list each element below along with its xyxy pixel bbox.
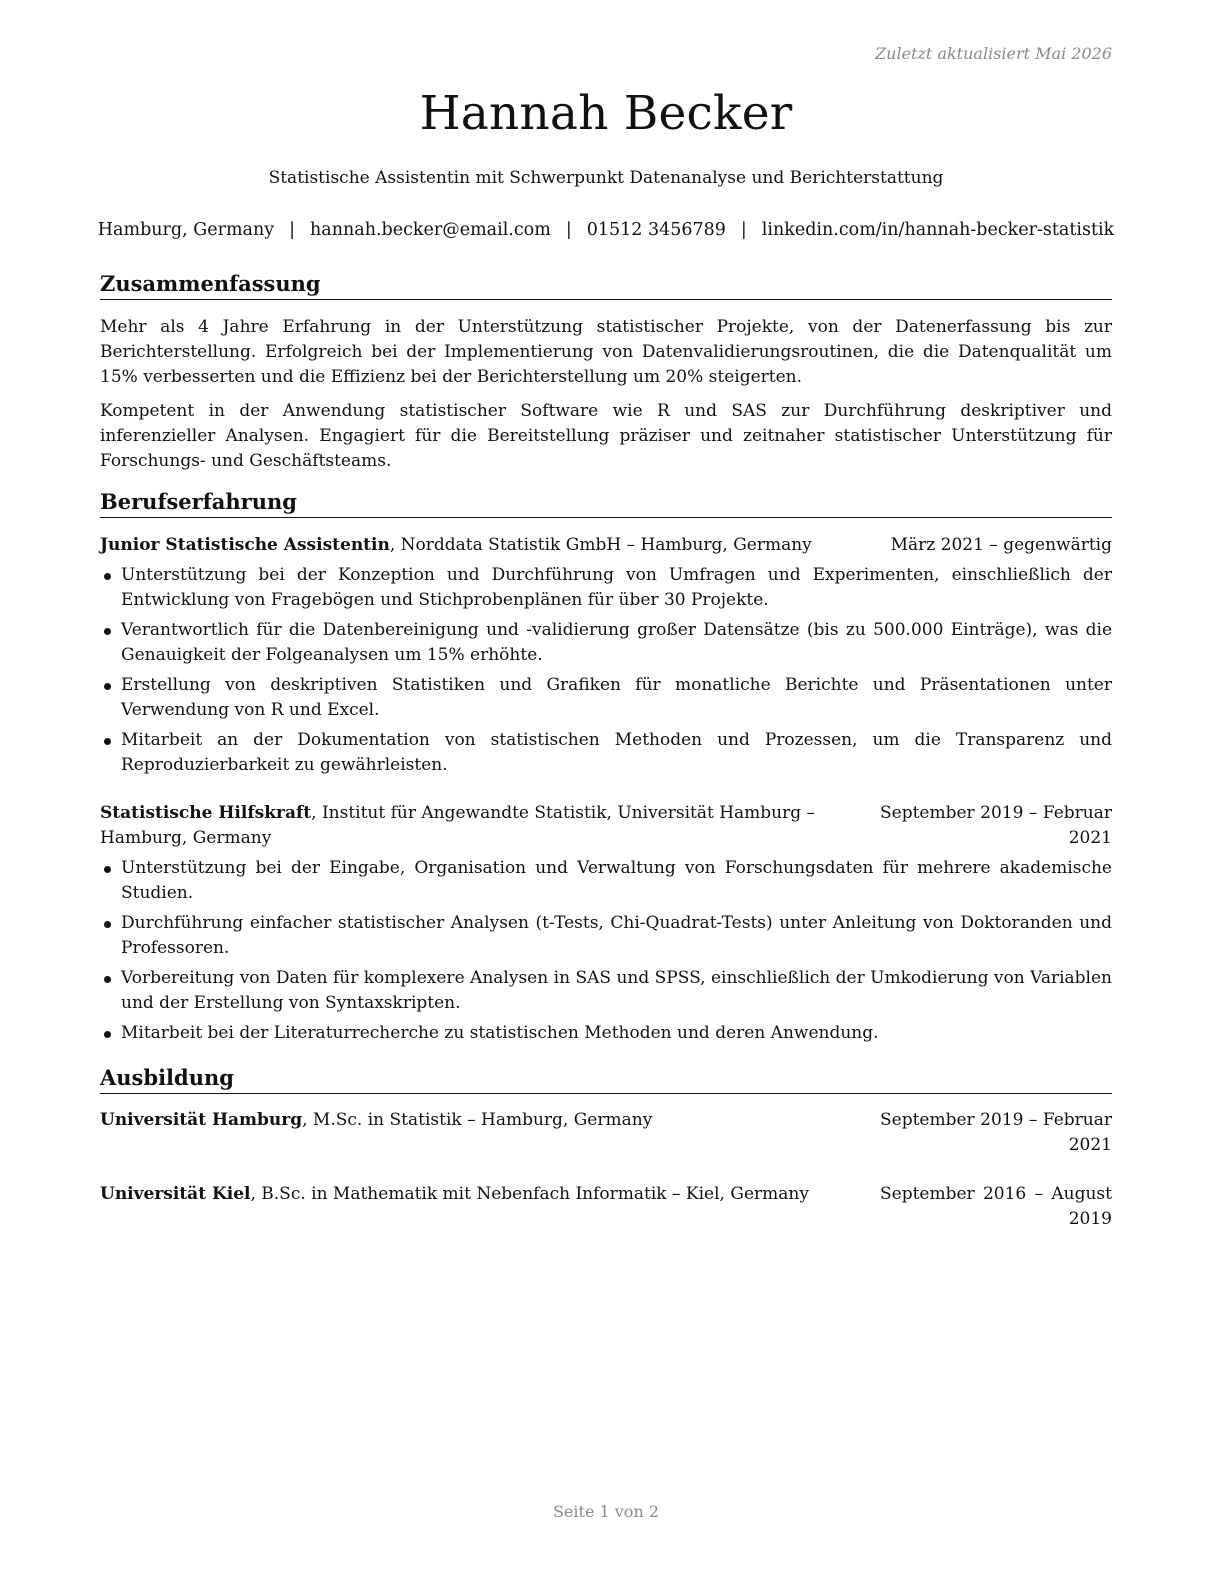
bullet-icon [104,738,111,745]
job-bullet: Unterstützung bei der Konzeption und Durchführung von Umfragen und Experimenten, einschließlich der Entwicklung von Fragebögen und Stichprobenplänen für über 30 Projekte. [100,563,1112,613]
bullet-icon [104,1031,111,1038]
bullet-icon [104,683,111,690]
summary-paragraph: Kompetent in der Anwendung statistischer Software wie R und SAS zur Durchführung deskriptiver und inferenzieller Analysen. Engagiert für die Bereitstellung präziser und zeitnaher statistischer Unterstützung für Forschungs- und Geschäftsteams. [100,401,1112,471]
job-employer: , Institut für Angewandte Statistik, Universität Hamburg – Hamburg, Germany [100,803,816,848]
job-bullet: Durchführung einfacher statistischer Analysen (t-Tests, Chi-Quadrat-Tests) unter Anleitung von Doktoranden und Professoren. [100,911,1112,961]
last-updated-note: Zuletzt aktualisiert Mai 2026 [875,44,1112,63]
candidate-name: Hannah Becker [419,86,793,141]
job-header [100,801,1112,851]
job-header [100,533,1112,558]
bullet-icon [104,866,111,873]
section-title-experience: Berufserfahrung [100,489,1112,518]
job-bullet: Vorbereitung von Daten für komplexere Analysen in SAS und SPSS, einschließlich der Umkodierung von Variablen und der Erstellung von Syntaxskripten. [100,966,1112,1016]
contact-phone[interactable]: 01512 3456789 [586,220,726,240]
education-dates: September 2019 – Februar 2021 [880,1110,1112,1155]
job-bullet-list [100,856,1112,1051]
education-title-line [100,1108,880,1158]
contact-linkedin[interactable]: linkedin.com/in/hannah-becker-statistik [761,220,1115,240]
job-role: Junior Statistische Assistentin [100,535,390,555]
resume-page [97,0,1115,1584]
job-dates: März 2021 – gegenwärtig [890,535,1112,555]
education-entry [100,1182,1112,1232]
job-title-line [100,801,875,851]
section-title-education: Ausbildung [100,1065,1112,1094]
job-bullet: Erstellung von deskriptiven Statistiken und Grafiken für monatliche Berichte und Präsentationen unter Verwendung von R und Excel. [100,673,1112,723]
education-school: Universität Kiel [100,1184,251,1204]
bullet-icon [104,628,111,635]
job-bullet-list [100,563,1112,783]
contact-email[interactable]: hannah.becker@email.com [310,220,551,240]
contact-separator: | [740,220,747,240]
education-degree: , M.Sc. in Statistik – Hamburg, Germany [302,1110,653,1130]
job-bullet: Mitarbeit an der Dokumentation von statistischen Methoden und Prozessen, um die Transparenz und Reproduzierbarkeit zu gewährleisten. [100,728,1112,778]
education-dates: September 2016 – August 2019 [880,1184,1112,1229]
job-role: Statistische Hilfskraft [100,803,312,823]
candidate-tagline: Statistische Assistentin mit Schwerpunkt Datenanalyse und Berichterstattung [268,168,944,188]
bullet-icon [104,976,111,983]
page-number: Seite 1 von 2 [552,1502,660,1521]
contact-line [90,220,1122,240]
section-title-summary: Zusammenfassung [100,271,1112,300]
job-title-line [100,533,891,558]
contact-separator: | [565,220,572,240]
education-degree: , B.Sc. in Mathematik mit Nebenfach Informatik – Kiel, Germany [250,1184,809,1204]
job-employer: , Norddata Statistik GmbH – Hamburg, Germany [389,535,812,555]
job-bullet: Unterstützung bei der Eingabe, Organisation und Verwaltung von Forschungsdaten für mehrere akademische Studien. [100,856,1112,906]
contact-separator: | [289,220,296,240]
education-entry [100,1108,1112,1158]
job-dates: September 2019 – Februar 2021 [880,803,1112,848]
job-bullet: Verantwortlich für die Datenbereinigung und -validierung großer Datensätze (bis zu 500.000 Einträge), was die Genauigkeit der Folgeanalysen um 15% erhöhte. [100,618,1112,668]
bullet-icon [104,573,111,580]
education-school: Universität Hamburg [100,1110,303,1130]
summary-paragraph: Mehr als 4 Jahre Erfahrung in der Unterstützung statistischer Projekte, von der Datenerfassung bis zur Berichterstellung. Erfolgreich bei der Implementierung von Datenvalidierungsroutinen, die die Datenqualität um 15% verbesserten und die Effizienz bei der Berichterstellung um 20% steigerten. [100,317,1112,387]
contact-location: Hamburg, Germany [97,220,275,240]
education-title-line [100,1182,880,1232]
job-bullet: Mitarbeit bei der Literaturrecherche zu statistischen Methoden und deren Anwendung. [100,1021,1112,1046]
bullet-icon [104,921,111,928]
